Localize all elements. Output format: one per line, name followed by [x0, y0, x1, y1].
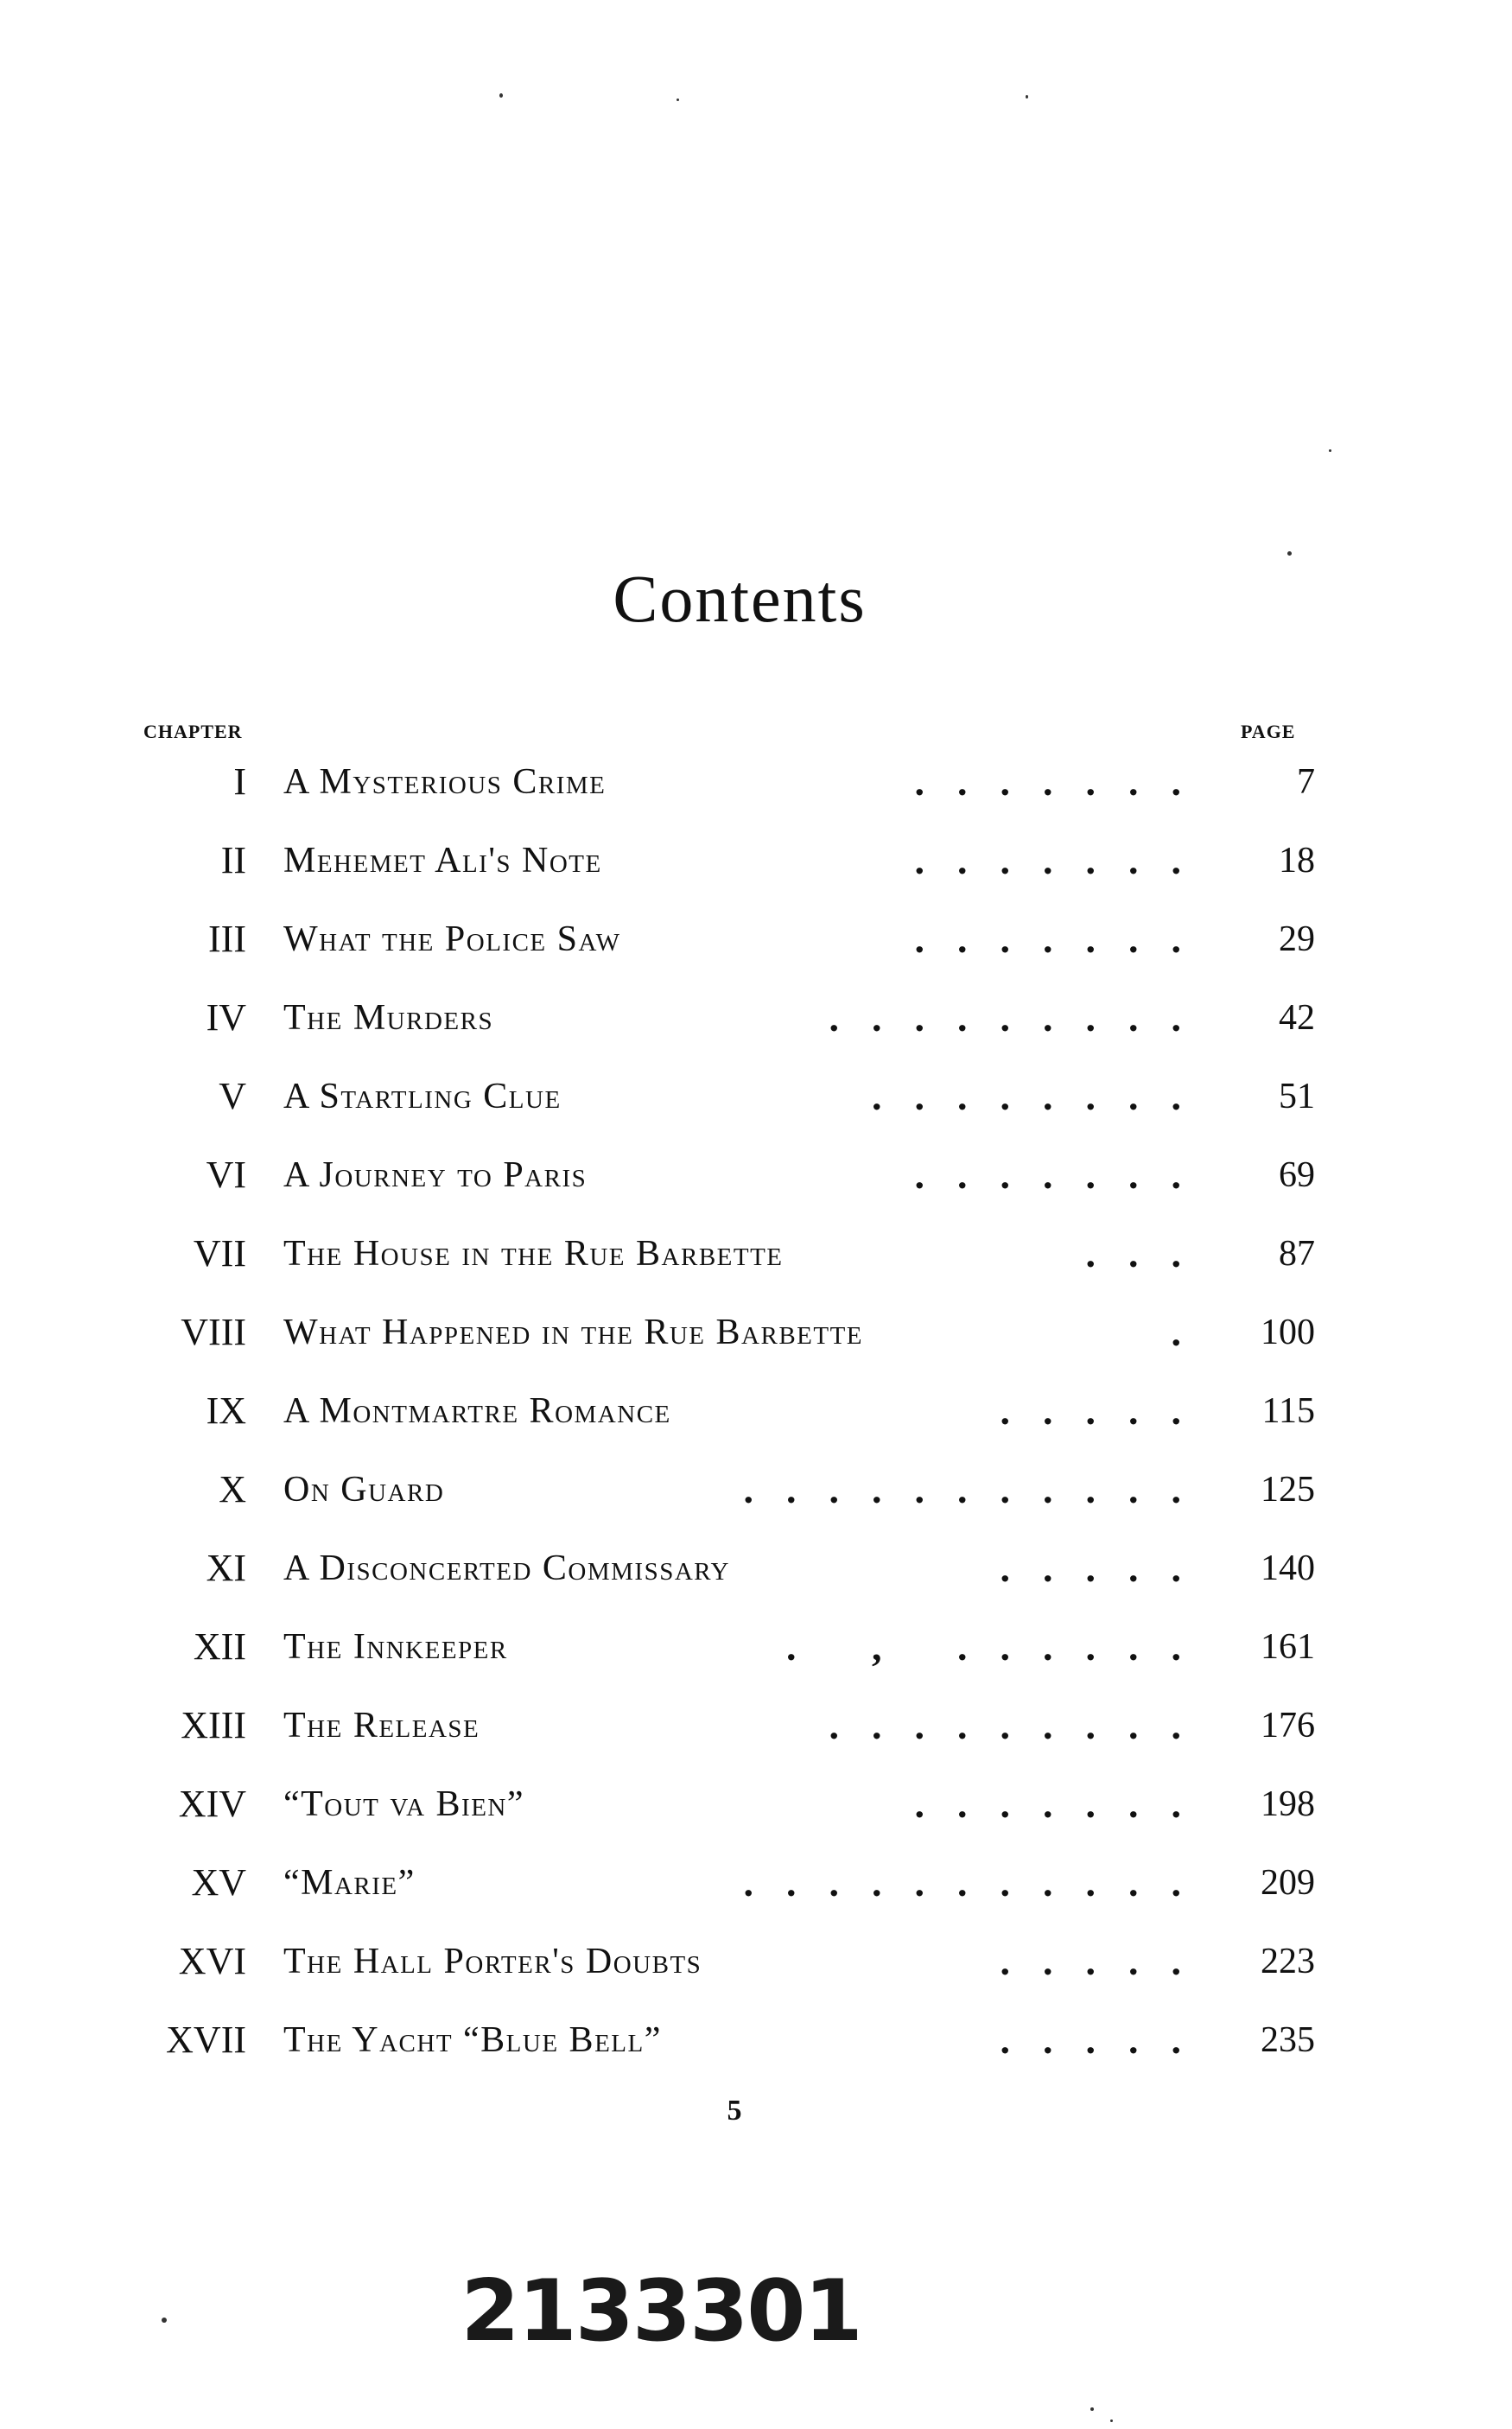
toc-row	[0, 1215, 1512, 1294]
chapter-title: The Murders	[283, 998, 494, 1038]
toc-row	[0, 1687, 1512, 1765]
toc-row	[0, 822, 1512, 900]
chapter-title: What the Police Saw	[283, 919, 621, 959]
scan-speck	[1090, 2407, 1094, 2411]
page-number: 42	[1279, 998, 1315, 1038]
page-number: 29	[1279, 919, 1315, 959]
page-number: 176	[1261, 1706, 1315, 1745]
page-number: 115	[1261, 1391, 1315, 1431]
chapter-title: “Marie”	[283, 1863, 416, 1903]
chapter-title: A Journey to Paris	[283, 1155, 588, 1195]
chapter-title: The Yacht “Blue Bell”	[283, 2020, 662, 2060]
scan-speck	[677, 99, 679, 101]
scan-speck	[162, 2318, 167, 2323]
chapter-title: A Startling Clue	[283, 1077, 562, 1116]
chapter-title: Mehemet Ali's Note	[283, 841, 602, 881]
toc-row	[0, 900, 1512, 979]
chapter-title: A Mysterious Crime	[283, 762, 607, 802]
chapter-title: A Disconcerted Commissary	[283, 1548, 730, 1588]
chapter-numeral: XVI	[178, 1940, 246, 1982]
toc-row	[0, 1136, 1512, 1215]
chapter-numeral: XI	[206, 1547, 246, 1589]
chapter-numeral: VI	[206, 1154, 246, 1196]
dot-leaders: .......	[914, 1153, 1214, 1197]
toc-row	[0, 1923, 1512, 2001]
chapter-numeral: XIII	[181, 1704, 246, 1746]
toc-row	[0, 743, 1512, 822]
dot-leaders: .......	[914, 1782, 1214, 1826]
dot-leaders: .......	[914, 917, 1214, 961]
page-number: 223	[1261, 1942, 1315, 1981]
toc-row	[0, 1294, 1512, 1372]
toc-row	[0, 1765, 1512, 1844]
toc-row	[0, 1529, 1512, 1608]
chapter-numeral: XII	[193, 1625, 246, 1668]
chapter-numeral: XV	[191, 1861, 246, 1904]
toc-row	[0, 1608, 1512, 1687]
toc-row	[0, 1058, 1512, 1136]
dot-leaders: .........	[829, 995, 1214, 1040]
chapter-numeral: I	[233, 760, 246, 803]
dot-leaders: ........	[872, 1074, 1214, 1118]
dot-leaders: .......	[914, 760, 1214, 804]
chapter-title: What Happened in the Rue Barbette	[283, 1313, 864, 1352]
chapter-title: The Innkeeper	[283, 1627, 508, 1667]
dot-leaders: .	[1171, 1310, 1214, 1354]
dot-leaders: .....	[1000, 1939, 1214, 1983]
dot-leaders: .........	[829, 1703, 1214, 1747]
scan-speck	[1287, 551, 1292, 556]
page-number: 209	[1261, 1863, 1315, 1903]
scan-speck	[499, 93, 503, 98]
page-number: 140	[1261, 1548, 1315, 1588]
chapter-column-header: CHAPTER	[143, 721, 243, 742]
chapter-numeral: IX	[206, 1389, 246, 1432]
library-stamp-number: 2133301	[461, 2262, 861, 2361]
page-number: 51	[1279, 1077, 1315, 1116]
page-number: 7	[1297, 762, 1315, 802]
chapter-numeral: III	[208, 918, 246, 960]
dot-leaders: .......	[914, 838, 1214, 882]
chapter-title: The Release	[283, 1706, 480, 1745]
page-number: 235	[1261, 2020, 1315, 2060]
chapter-numeral: XIV	[178, 1783, 246, 1825]
page-number: 125	[1261, 1470, 1315, 1510]
dot-leaders: ...	[1085, 1231, 1214, 1275]
chapter-numeral: XVII	[166, 2019, 246, 2061]
dot-leaders: .....	[1000, 1546, 1214, 1590]
chapter-title: “Tout va Bien”	[283, 1784, 525, 1824]
page-number: 18	[1279, 841, 1315, 881]
dot-leaders: .....	[1000, 1389, 1214, 1433]
scan-speck	[1026, 95, 1028, 99]
chapter-title: A Montmartre Romance	[283, 1391, 671, 1431]
toc-row	[0, 979, 1512, 1058]
chapter-numeral: VII	[193, 1232, 246, 1275]
chapter-numeral: X	[219, 1468, 246, 1510]
page-number: 69	[1279, 1155, 1315, 1195]
chapter-numeral: V	[219, 1075, 246, 1117]
scan-speck	[1329, 449, 1331, 452]
page-column-header: PAGE	[1241, 721, 1296, 742]
page-number: 100	[1261, 1313, 1315, 1352]
page-number: 198	[1261, 1784, 1315, 1824]
page-number: 161	[1261, 1627, 1315, 1667]
toc-row	[0, 1451, 1512, 1529]
page-number: 87	[1279, 1234, 1315, 1274]
chapter-title: The Hall Porter's Doubts	[283, 1942, 702, 1981]
scan-speck	[1110, 2419, 1113, 2422]
page-title: Contents	[613, 561, 867, 636]
chapter-numeral: VIII	[181, 1311, 246, 1353]
chapter-title: The House in the Rue Barbette	[283, 1234, 784, 1274]
folio-page-number: 5	[727, 2095, 742, 2127]
dot-leaders: . , ......	[786, 1625, 1214, 1669]
chapter-numeral: IV	[206, 996, 246, 1039]
dot-leaders: ...........	[743, 1467, 1214, 1511]
toc-row	[0, 2001, 1512, 2080]
toc-row	[0, 1844, 1512, 1923]
toc-row	[0, 1372, 1512, 1451]
dot-leaders: ...........	[743, 1860, 1214, 1904]
chapter-title: On Guard	[283, 1470, 445, 1510]
chapter-numeral: II	[220, 839, 246, 881]
dot-leaders: .....	[1000, 2018, 1214, 2062]
